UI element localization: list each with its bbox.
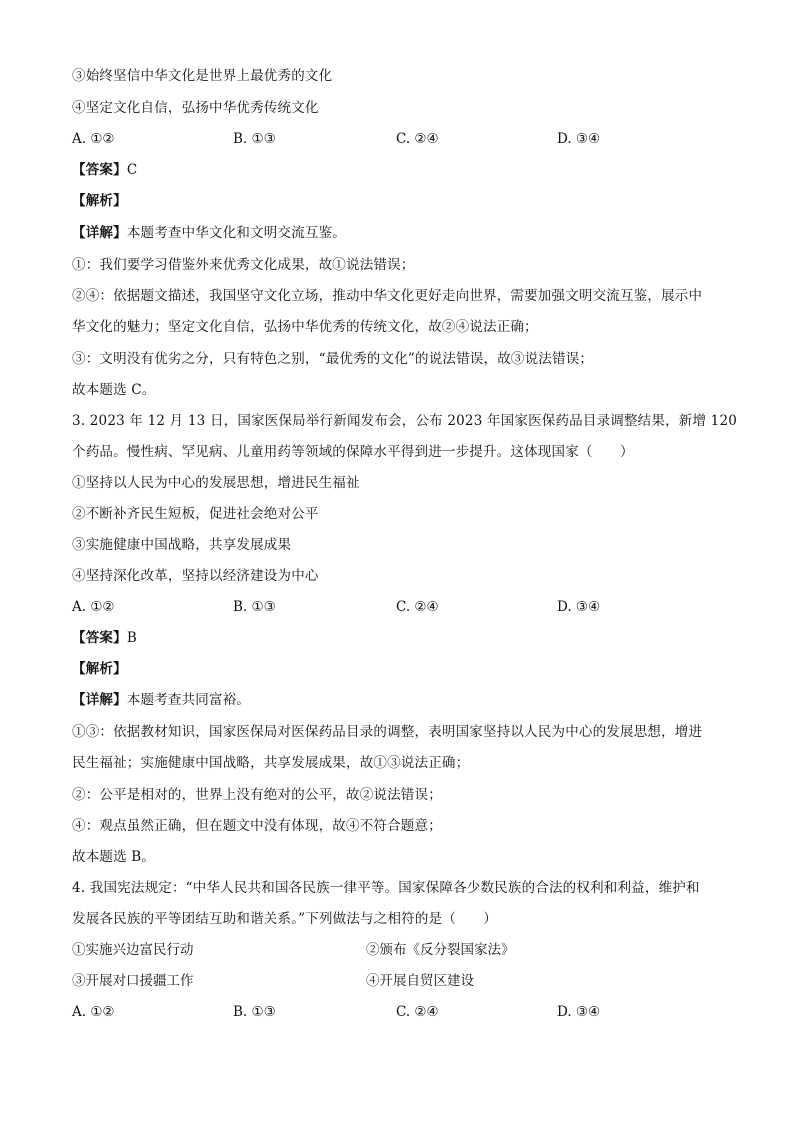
- answer-label: 【答案】: [72, 162, 127, 178]
- q2-option-b: B. ①③: [233, 131, 276, 147]
- q2-analysis-label: 【解析】: [72, 193, 127, 209]
- q3-statement-1: ①坚持以人民为中心的发展思想，增进民生福祉: [72, 475, 360, 491]
- q3-analysis-line-1: ①③：依据教材知识，国家医保局对医保药品目录的调整，表明国家坚持以人民为中心的发展思想，增进: [72, 724, 703, 740]
- q3-statement-3: ③实施健康中国战略，共享发展成果: [72, 537, 292, 553]
- q4-statement-3: ③开展对口援疆工作: [72, 973, 194, 989]
- q3-statement-2: ②不断补齐民生短板，促进社会绝对公平: [72, 506, 319, 522]
- q4-stem-line-1: 4. 我国宪法规定：“中华人民共和国各民族一律平等。国家保障各少数民族的合法的权利和利益，维护和: [72, 880, 700, 896]
- q3-analysis-line-4: ④：观点虽然正确，但在题文中没有体现，故④不符合题意；: [72, 818, 442, 834]
- q4-option-c: C. ②④: [396, 1004, 439, 1020]
- detail-label: 【详解】: [72, 225, 127, 241]
- q4-statement-4: ④开展自贸区建设: [366, 973, 474, 989]
- q2-statement-4: ④坚定文化自信，弘扬中华优秀传统文化: [72, 100, 319, 116]
- q3-stem-line-1: 3. 2023 年 12 月 13 日，国家医保局举行新闻发布会，公布 2023 年国家医保药品目录调整结果，新增 120: [72, 413, 738, 429]
- q2-analysis-line-4: ③：文明没有优劣之分，只有特色之别，“最优秀的文化”的说法错误，故③说法错误；: [72, 351, 594, 367]
- q3-answer: [72, 628, 137, 648]
- q2-detail: [72, 223, 346, 243]
- detail-label: 【详解】: [72, 692, 127, 708]
- q3-detail: [72, 690, 250, 710]
- q3-analysis-line-2: 民生福祉；实施健康中国战略，共享发展成果，故①③说法正确；: [72, 755, 470, 771]
- q2-analysis-line-1: ①：我们要学习借鉴外来优秀文化成果，故①说法错误；: [72, 257, 415, 273]
- answer-value: B: [126, 630, 137, 646]
- q2-option-a: A. ①②: [72, 131, 115, 147]
- answer-value: C: [126, 162, 138, 178]
- detail-text: 本题考查中华文化和文明交流互鉴。: [126, 225, 347, 241]
- detail-text: 本题考查共同富裕。: [126, 692, 251, 708]
- q3-stem-line-2: 个药品。慢性病、罕见病、儿童用药等领域的保障水平得到进一步提升。这体现国家（ ）: [72, 444, 634, 460]
- q2-statement-3: ③始终坚信中华文化是世界上最优秀的文化: [72, 68, 333, 84]
- q3-option-d: D. ③④: [557, 599, 601, 615]
- q2-answer: [72, 160, 137, 180]
- q4-option-a: A. ①②: [72, 1004, 115, 1020]
- answer-label: 【答案】: [72, 630, 127, 646]
- q2-conclusion: 故本题选 C。: [72, 382, 156, 398]
- q2-analysis-line-2: ②④：依据题文描述，我国坚守文化立场，推动中华文化更好走向世界，需要加强文明交流互鉴，展示中: [72, 288, 703, 304]
- q3-analysis-line-3: ②：公平是相对的，世界上没有绝对的公平，故②说法错误；: [72, 787, 442, 803]
- q3-option-c: C. ②④: [396, 599, 439, 615]
- q3-analysis-label: 【解析】: [72, 661, 127, 677]
- q3-option-b: B. ①③: [233, 599, 276, 615]
- q4-option-b: B. ①③: [233, 1004, 276, 1020]
- q3-conclusion: 故本题选 B。: [72, 849, 156, 865]
- q4-statement-1: ①实施兴边富民行动: [72, 942, 194, 958]
- q4-stem-line-2: 发展各民族的平等团结互助和谐关系。”下列做法与之相符的是（ ）: [72, 911, 498, 927]
- q4-option-d: D. ③④: [557, 1004, 601, 1020]
- q2-option-c: C. ②④: [396, 131, 439, 147]
- q2-analysis-line-3: 华文化的魅力；坚定文化自信，弘扬中华优秀的传统文化，故②④说法正确；: [72, 319, 538, 335]
- q3-option-a: A. ①②: [72, 599, 115, 615]
- q4-statement-2: ②颁布《反分裂国家法》: [366, 942, 515, 958]
- q3-statement-4: ④坚持深化改革，坚持以经济建设为中心: [72, 568, 319, 584]
- q2-option-d: D. ③④: [557, 131, 601, 147]
